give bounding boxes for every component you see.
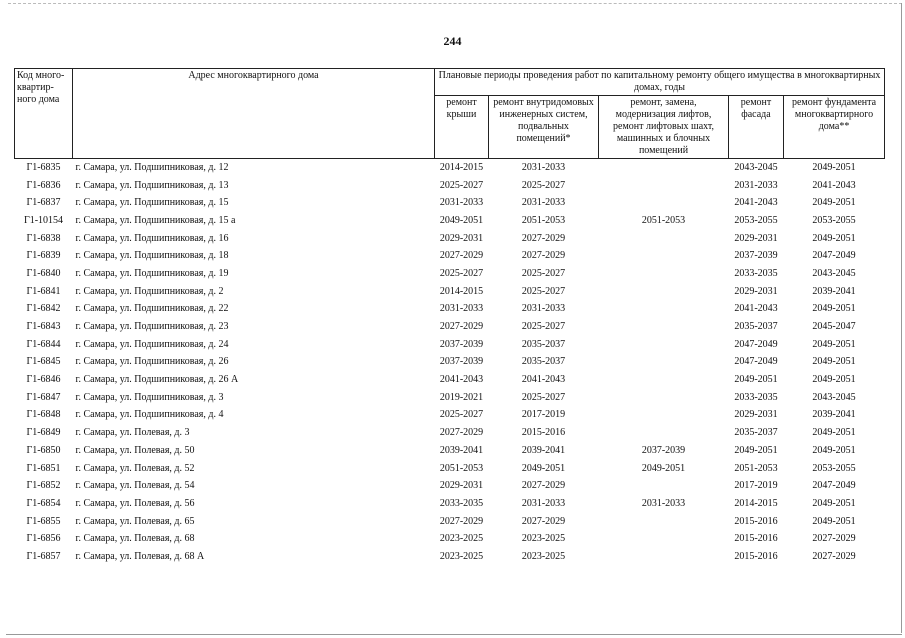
cell-address: г. Самара, ул. Подшипниковая, д. 4 (75, 409, 224, 421)
cell-facade: 2041-2043 (734, 303, 778, 315)
table-row (15, 495, 885, 513)
cell-roof: 2029-2031 (439, 232, 484, 244)
cell-code: Г1-6857 (26, 550, 61, 562)
cell-lifts (599, 230, 729, 248)
cell-address: г. Самара, ул. Подшипниковая, д. 26 (75, 356, 229, 368)
cell-code: Г1-6847 (26, 391, 61, 403)
cell-address: г. Самара, ул. Подшипниковая, д. 26 А (75, 374, 239, 386)
cell-lifts (599, 513, 729, 531)
cell-code: Г1-6848 (26, 409, 61, 421)
cell-address: г. Самара, ул. Полевая, д. 3 (75, 427, 190, 439)
cell-roof: 2025-2027 (439, 409, 484, 421)
header-foundation: ремонт фундамента многоквартирного дома** (784, 96, 885, 159)
cell-foundation: 2047-2049 (812, 250, 856, 262)
cell-address: г. Самара, ул. Подшипниковая, д. 22 (75, 303, 229, 315)
table-row (15, 460, 885, 478)
cell-foundation: 2047-2049 (812, 480, 856, 492)
table-row (15, 318, 885, 336)
cell-address: г. Самара, ул. Полевая, д. 50 (75, 444, 195, 456)
cell-engineering: 2025-2027 (521, 267, 566, 279)
cell-facade: 2015-2016 (734, 515, 778, 527)
table-body (15, 159, 885, 566)
cell-facade: 2033-2035 (734, 267, 778, 279)
cell-foundation: 2045-2047 (812, 321, 856, 333)
cell-engineering: 2015-2016 (521, 427, 566, 439)
cell-roof: 2025-2027 (439, 267, 484, 279)
cell-roof: 2029-2031 (439, 480, 484, 492)
header-address: Адрес многоквартирного дома (73, 69, 435, 159)
table-row (15, 336, 885, 354)
table-row (15, 247, 885, 265)
cell-engineering: 2031-2033 (521, 497, 566, 509)
cell-roof: 2023-2025 (439, 550, 484, 562)
cell-address: г. Самара, ул. Подшипниковая, д. 24 (75, 338, 229, 350)
cell-lifts (599, 283, 729, 301)
cell-foundation: 2049-2051 (812, 427, 856, 439)
cell-foundation: 2049-2051 (812, 338, 856, 350)
cell-lifts: 2051-2053 (641, 214, 686, 226)
table-row (15, 159, 885, 177)
cell-engineering: 2017-2019 (521, 409, 566, 421)
table-row (15, 301, 885, 319)
cell-facade: 2029-2031 (734, 409, 778, 421)
cell-roof: 2031-2033 (439, 303, 484, 315)
cell-foundation: 2049-2051 (812, 197, 856, 209)
cell-lifts (599, 247, 729, 265)
cell-roof: 2031-2033 (439, 197, 484, 209)
cell-address: г. Самара, ул. Полевая, д. 54 (75, 480, 195, 492)
cell-address: г. Самара, ул. Полевая, д. 68 (75, 533, 195, 545)
cell-engineering: 2039-2041 (521, 444, 566, 456)
cell-code: Г1-6845 (26, 356, 61, 368)
cell-roof: 2027-2029 (439, 321, 484, 333)
cell-roof: 2039-2041 (439, 444, 484, 456)
cell-code: Г1-6852 (26, 480, 61, 492)
cell-facade: 2043-2045 (734, 161, 778, 173)
cell-engineering: 2027-2029 (521, 515, 566, 527)
table-row (15, 389, 885, 407)
cell-lifts (599, 371, 729, 389)
cell-facade: 2049-2051 (734, 444, 778, 456)
cell-foundation: 2027-2029 (812, 533, 856, 545)
cell-lifts (599, 265, 729, 283)
cell-facade: 2015-2016 (734, 533, 778, 545)
cell-foundation: 2049-2051 (812, 374, 856, 386)
cell-facade: 2037-2039 (734, 250, 778, 262)
cell-foundation: 2039-2041 (812, 409, 856, 421)
cell-code: Г1-6856 (26, 533, 61, 545)
cell-facade: 2031-2033 (734, 179, 778, 191)
header-code: Код много-квартир-ного дома (15, 69, 73, 159)
cell-facade: 2033-2035 (734, 391, 778, 403)
cell-code: Г1-6839 (26, 250, 61, 262)
cell-lifts (599, 389, 729, 407)
cell-engineering: 2023-2025 (521, 533, 566, 545)
cell-facade: 2015-2016 (734, 550, 778, 562)
cell-roof: 2014-2015 (439, 161, 484, 173)
cell-roof: 2041-2043 (439, 374, 484, 386)
table-row (15, 371, 885, 389)
cell-lifts (599, 336, 729, 354)
cell-foundation: 2053-2055 (812, 462, 856, 474)
cell-address: г. Самара, ул. Подшипниковая, д. 2 (75, 285, 224, 297)
cell-foundation: 2043-2045 (812, 391, 856, 403)
cell-lifts (599, 177, 729, 195)
cell-foundation: 2049-2051 (812, 444, 856, 456)
cell-code: Г1-6851 (26, 462, 61, 474)
table-row (15, 407, 885, 425)
table-row (15, 548, 885, 566)
cell-code: Г1-6835 (26, 161, 61, 173)
header-row-top (15, 69, 885, 96)
cell-code: Г1-6843 (26, 321, 61, 333)
cell-code: Г1-6855 (26, 515, 61, 527)
cell-address: г. Самара, ул. Подшипниковая, д. 13 (75, 179, 229, 191)
cell-facade: 2035-2037 (734, 321, 778, 333)
cell-engineering: 2031-2033 (521, 161, 566, 173)
cell-lifts (599, 159, 729, 177)
cell-engineering: 2031-2033 (521, 197, 566, 209)
table-row (15, 177, 885, 195)
cell-address: г. Самара, ул. Подшипниковая, д. 19 (75, 267, 229, 279)
cell-roof: 2023-2025 (439, 533, 484, 545)
cell-address: г. Самара, ул. Подшипниковая, д. 15 а (75, 214, 236, 226)
cell-facade: 2029-2031 (734, 285, 778, 297)
cell-engineering: 2025-2027 (521, 285, 566, 297)
cell-engineering: 2025-2027 (521, 321, 566, 333)
table-row (15, 265, 885, 283)
cell-address: г. Самара, ул. Полевая, д. 52 (75, 462, 195, 474)
cell-address: г. Самара, ул. Полевая, д. 65 (75, 515, 195, 527)
table-row (15, 442, 885, 460)
table-row (15, 230, 885, 248)
cell-lifts (599, 194, 729, 212)
table-row (15, 530, 885, 548)
capital-repair-schedule-table (14, 68, 885, 566)
cell-foundation: 2049-2051 (812, 161, 856, 173)
cell-facade: 2029-2031 (734, 232, 778, 244)
cell-foundation: 2043-2045 (812, 267, 856, 279)
table-row (15, 283, 885, 301)
cell-foundation: 2049-2051 (812, 232, 856, 244)
cell-lifts (599, 301, 729, 319)
cell-code: Г1-6837 (26, 197, 61, 209)
cell-foundation: 2041-2043 (812, 179, 856, 191)
cell-code: Г1-6841 (26, 285, 61, 297)
cell-facade: 2051-2053 (734, 462, 778, 474)
cell-code: Г1-6840 (26, 267, 61, 279)
cell-lifts: 2037-2039 (641, 444, 686, 456)
cell-engineering: 2027-2029 (521, 250, 566, 262)
cell-code: Г1-6838 (26, 232, 61, 244)
cell-engineering: 2035-2037 (521, 338, 566, 350)
cell-engineering: 2031-2033 (521, 303, 566, 315)
cell-facade: 2017-2019 (734, 480, 778, 492)
cell-lifts: 2049-2051 (641, 462, 686, 474)
cell-facade: 2053-2055 (734, 214, 778, 226)
cell-engineering: 2049-2051 (521, 462, 566, 474)
table-row (15, 354, 885, 372)
cell-facade: 2049-2051 (734, 374, 778, 386)
cell-foundation: 2039-2041 (812, 285, 856, 297)
cell-facade: 2041-2043 (734, 197, 778, 209)
cell-address: г. Самара, ул. Подшипниковая, д. 16 (75, 232, 229, 244)
cell-lifts (599, 530, 729, 548)
cell-engineering: 2041-2043 (521, 374, 566, 386)
cell-code: Г1-10154 (23, 214, 64, 226)
cell-address: г. Самара, ул. Подшипниковая, д. 12 (75, 161, 229, 173)
table-row (15, 194, 885, 212)
cell-roof: 2025-2027 (439, 179, 484, 191)
cell-lifts (599, 407, 729, 425)
cell-roof: 2051-2053 (439, 462, 484, 474)
header-engineering: ремонт внутридомовых инженерных систем, подвальных помещений* (489, 96, 599, 159)
cell-code: Г1-6846 (26, 374, 61, 386)
cell-facade: 2014-2015 (734, 497, 778, 509)
cell-foundation: 2049-2051 (812, 497, 856, 509)
cell-code: Г1-6850 (26, 444, 61, 456)
header-periods-title: Плановые периоды проведения работ по капитальному ремонту общего имущества в многоквартирных домах, годы (435, 69, 885, 96)
cell-foundation: 2049-2051 (812, 515, 856, 527)
cell-roof: 2027-2029 (439, 515, 484, 527)
table-row (15, 212, 885, 230)
cell-roof: 2027-2029 (439, 250, 484, 262)
cell-roof: 2014-2015 (439, 285, 484, 297)
cell-roof: 2037-2039 (439, 338, 484, 350)
cell-engineering: 2025-2027 (521, 179, 566, 191)
cell-address: г. Самара, ул. Подшипниковая, д. 23 (75, 321, 229, 333)
cell-facade: 2047-2049 (734, 338, 778, 350)
table-row (15, 513, 885, 531)
table-row (15, 424, 885, 442)
header-roof: ремонт крыши (435, 96, 489, 159)
page-number: 244 (443, 34, 462, 48)
cell-engineering: 2027-2029 (521, 480, 566, 492)
cell-engineering: 2035-2037 (521, 356, 566, 368)
cell-lifts (599, 318, 729, 336)
cell-roof: 2049-2051 (439, 214, 484, 226)
page-right-border (901, 3, 902, 633)
cell-engineering: 2025-2027 (521, 391, 566, 403)
page-bottom-border (6, 634, 902, 635)
cell-facade: 2047-2049 (734, 356, 778, 368)
cell-foundation: 2027-2029 (812, 550, 856, 562)
cell-foundation: 2049-2051 (812, 356, 856, 368)
cell-lifts (599, 354, 729, 372)
cell-address: г. Самара, ул. Полевая, д. 56 (75, 497, 195, 509)
cell-roof: 2033-2035 (439, 497, 484, 509)
cell-address: г. Самара, ул. Полевая, д. 68 А (75, 550, 205, 562)
cell-address: г. Самара, ул. Подшипниковая, д. 3 (75, 391, 224, 403)
cell-code: Г1-6844 (26, 338, 61, 350)
cell-address: г. Самара, ул. Подшипниковая, д. 18 (75, 250, 229, 262)
cell-engineering: 2027-2029 (521, 232, 566, 244)
cell-roof: 2019-2021 (439, 391, 484, 403)
cell-facade: 2035-2037 (734, 427, 778, 439)
cell-lifts (599, 477, 729, 495)
header-lifts: ремонт, замена, модернизация лифтов, ремонт лифтовых шахт, машинных и блочных помещений (599, 96, 729, 159)
table-row (15, 477, 885, 495)
cell-code: Г1-6836 (26, 179, 61, 191)
cell-engineering: 2023-2025 (521, 550, 566, 562)
cell-foundation: 2053-2055 (812, 214, 856, 226)
cell-lifts (599, 548, 729, 566)
cell-lifts: 2031-2033 (641, 497, 686, 509)
cell-foundation: 2049-2051 (812, 303, 856, 315)
cell-address: г. Самара, ул. Подшипниковая, д. 15 (75, 197, 229, 209)
header-facade: ремонт фасада (729, 96, 784, 159)
cell-lifts (599, 424, 729, 442)
cell-engineering: 2051-2053 (521, 214, 566, 226)
cell-roof: 2037-2039 (439, 356, 484, 368)
cell-code: Г1-6842 (26, 303, 61, 315)
cell-code: Г1-6854 (26, 497, 61, 509)
cell-code: Г1-6849 (26, 427, 61, 439)
page-top-border (8, 3, 902, 4)
cell-roof: 2027-2029 (439, 427, 484, 439)
